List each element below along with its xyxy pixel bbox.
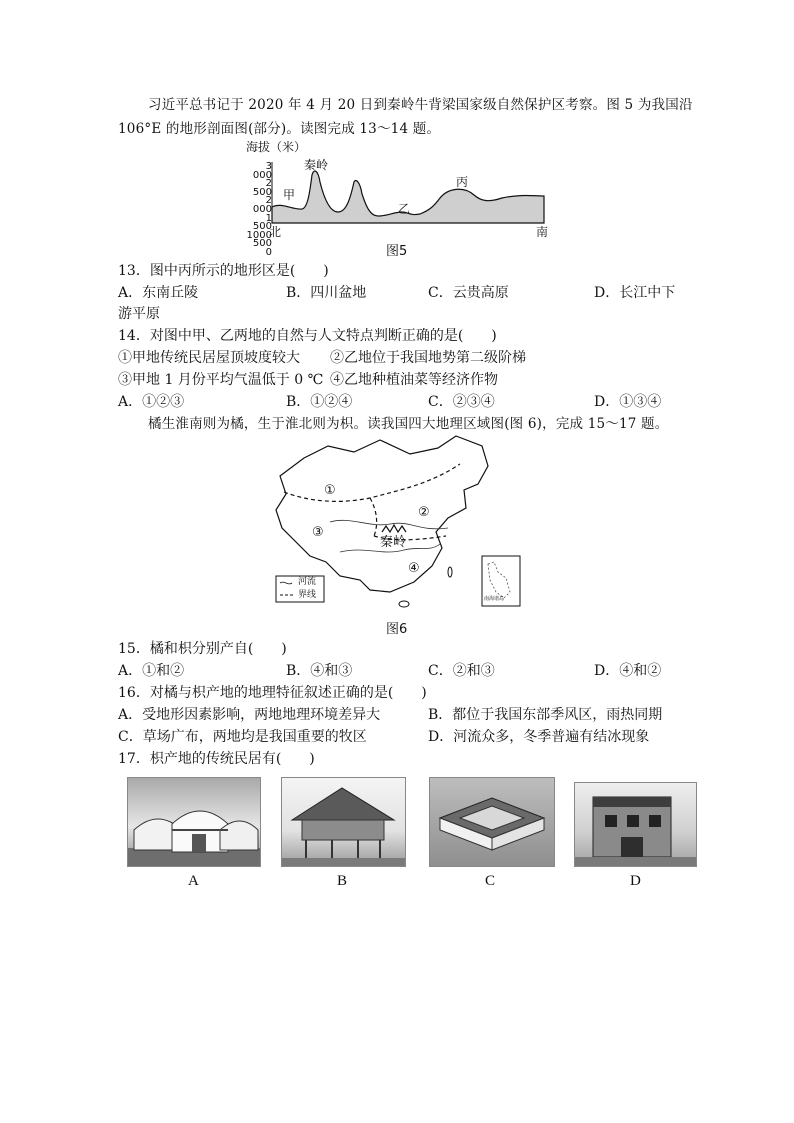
region-4-label: ④ bbox=[408, 561, 420, 576]
q16-option-b: B．都位于我国东部季风区，雨热同期 bbox=[428, 707, 663, 723]
inset-label: 南海诸岛 bbox=[484, 596, 505, 602]
q14-option-d: D．①③④ bbox=[594, 394, 662, 410]
intro-line-1: 习近平总书记于 2020 年 4 月 20 日到秦岭牛背梁国家级自然保护区考察。图 5 为我国沿 bbox=[148, 97, 693, 113]
q17-stem: 17．枳产地的传统民居有( ) bbox=[118, 751, 315, 767]
fig5-caption: 图5 bbox=[386, 244, 408, 259]
q16-option-d: D．河流众多，冬季普遍有结冰现象 bbox=[428, 729, 650, 745]
fig5-label-jia: 甲 bbox=[283, 188, 296, 202]
intro-2: 橘生淮南则为橘，生于淮北则为枳。读我国四大地理区域图(图 6)，完成 15～17 题。 bbox=[148, 416, 669, 432]
photo-a-yurt bbox=[127, 777, 261, 867]
q16-option-a: A．受地形因素影响，两地地理环境差异大 bbox=[118, 707, 381, 723]
fig5-label-bing: 丙 bbox=[456, 175, 469, 189]
q14-option-b: B．①②④ bbox=[286, 394, 353, 410]
photo-label-b: B bbox=[337, 873, 348, 889]
q16-option-c: C．草场广布，两地均是我国重要的牧区 bbox=[118, 729, 367, 745]
q13-option-c: C．云贵高原 bbox=[428, 285, 509, 301]
q13-option-d-cont: 游平原 bbox=[118, 306, 160, 322]
photo-label-c: C bbox=[485, 873, 496, 889]
q14-statement-1: ①甲地传统民居屋顶坡度较大 bbox=[118, 350, 300, 366]
q14-stem: 14．对图中甲、乙两地的自然与人文特点判断正确的是( ) bbox=[118, 328, 497, 344]
region-2-label: ② bbox=[418, 505, 430, 520]
photo-d-tibetan-house bbox=[574, 782, 697, 867]
qinling-label: 秦岭 bbox=[380, 535, 407, 550]
q13-option-d: D．长江中下 bbox=[594, 285, 676, 301]
fig5-north: 北 bbox=[269, 225, 282, 239]
q13-option-b: B．四川盆地 bbox=[286, 285, 367, 301]
photo-label-d: D bbox=[630, 873, 641, 889]
q13-option-a: A．东南丘陵 bbox=[118, 285, 199, 301]
q15-option-a: A．①和② bbox=[118, 663, 185, 679]
q14-statement-2: ②乙地位于我国地势第二级阶梯 bbox=[330, 350, 526, 366]
fig5-yticks: 3 000 2 500 2 000 1 500 1000 500 0 bbox=[246, 161, 272, 258]
fig5-ylabel: 海拔（米） bbox=[246, 140, 307, 154]
legend-border: 界线 bbox=[298, 590, 317, 600]
q14-statement-4: ④乙地种植油菜等经济作物 bbox=[330, 372, 498, 388]
photo-label-a: A bbox=[188, 873, 199, 889]
fig5-label-qinling: 秦岭 bbox=[304, 158, 329, 172]
q15-option-d: D．④和② bbox=[594, 663, 662, 679]
q16-stem: 16．对橘与枳产地的地理特征叙述正确的是( ) bbox=[118, 685, 427, 701]
q15-option-c: C．②和③ bbox=[428, 663, 495, 679]
q15-option-b: B．④和③ bbox=[286, 663, 353, 679]
region-3-label: ③ bbox=[312, 525, 324, 540]
q15-stem: 15．橘和枳分别产自( ) bbox=[118, 641, 287, 657]
intro-line-2: 106°E 的地形剖面图(部分)。读图完成 13～14 题。 bbox=[118, 121, 441, 137]
photo-c-courtyard bbox=[429, 777, 555, 867]
fig6-caption: 图6 bbox=[386, 622, 408, 637]
q14-option-c: C．②③④ bbox=[428, 394, 495, 410]
q14-option-a: A．①②③ bbox=[118, 394, 185, 410]
q14-statement-3: ③甲地 1 月份平均气温低于 0 ℃ bbox=[118, 372, 324, 388]
q13-stem: 13．图中丙所示的地形区是( ) bbox=[118, 263, 329, 279]
photo-b-stilt-house bbox=[281, 777, 406, 867]
fig5-south: 南 bbox=[536, 225, 549, 239]
legend-river: 河流 bbox=[298, 577, 317, 587]
fig5-label-yi: 乙 bbox=[398, 202, 411, 216]
region-1-label: ① bbox=[324, 483, 336, 498]
